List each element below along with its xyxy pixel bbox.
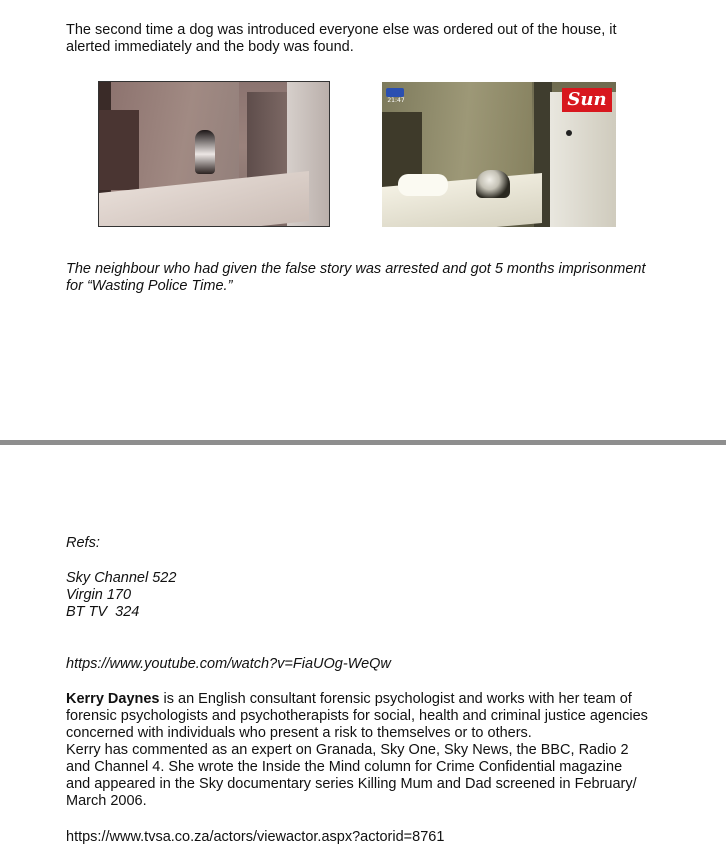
bio-line-1: is an English consultant forensic psychologist and works with her team of	[159, 691, 632, 707]
channel-item: BT TV 324	[66, 604, 140, 620]
channel-item: Virgin 170	[66, 587, 132, 603]
tv-channel-logo: 21:47	[386, 88, 406, 106]
channel-item: Sky Channel 522	[66, 570, 177, 586]
bio-line: Kerry has commented as an expert on Granada, Sky One, Sky News, the BBC, Radio 2	[66, 742, 629, 758]
refs-heading: Refs:	[66, 535, 100, 551]
bio-line: and Channel 4. She wrote the Inside the Mind column for Crime Confidential magazine	[66, 759, 623, 775]
bio-line: and appeared in the Sky documentary series Killing Mum and Dad screened in February/	[66, 776, 637, 792]
dog-figure	[476, 170, 510, 198]
tvsa-link[interactable]: https://www.tvsa.co.za/actors/viewactor.aspx?actorid=8761	[66, 829, 445, 845]
dog-figure	[195, 130, 215, 174]
intro-line-1: The second time a dog was introduced everyone else was ordered out of the house, it	[66, 22, 617, 38]
sun-logo: Sun	[562, 88, 612, 112]
bio-line: concerned with individuals who present a risk to themselves or to others.	[66, 725, 532, 741]
youtube-link[interactable]: https://www.youtube.com/watch?v=FiaUOg-WeQw	[66, 656, 391, 672]
caption-paragraph	[66, 261, 666, 295]
page-divider	[0, 440, 726, 445]
bio-line: forensic psychologists and psychotherapists for social, health and criminal justice agencies	[66, 708, 648, 724]
bedroom-dog-photo	[98, 81, 330, 227]
bio-name: Kerry Daynes	[66, 691, 160, 707]
bio-paragraph	[66, 691, 666, 810]
bedroom-dog-tv-still	[382, 82, 616, 227]
caption-line-1: The neighbour who had given the false story was arrested and got 5 months imprisonment	[66, 261, 646, 277]
intro-paragraph	[66, 22, 666, 56]
refs-channel-list	[66, 570, 666, 621]
bio-line: March 2006.	[66, 793, 147, 809]
intro-line-2: alerted immediately and the body was found.	[66, 39, 354, 55]
caption-line-2: for “Wasting Police Time.”	[66, 278, 233, 294]
